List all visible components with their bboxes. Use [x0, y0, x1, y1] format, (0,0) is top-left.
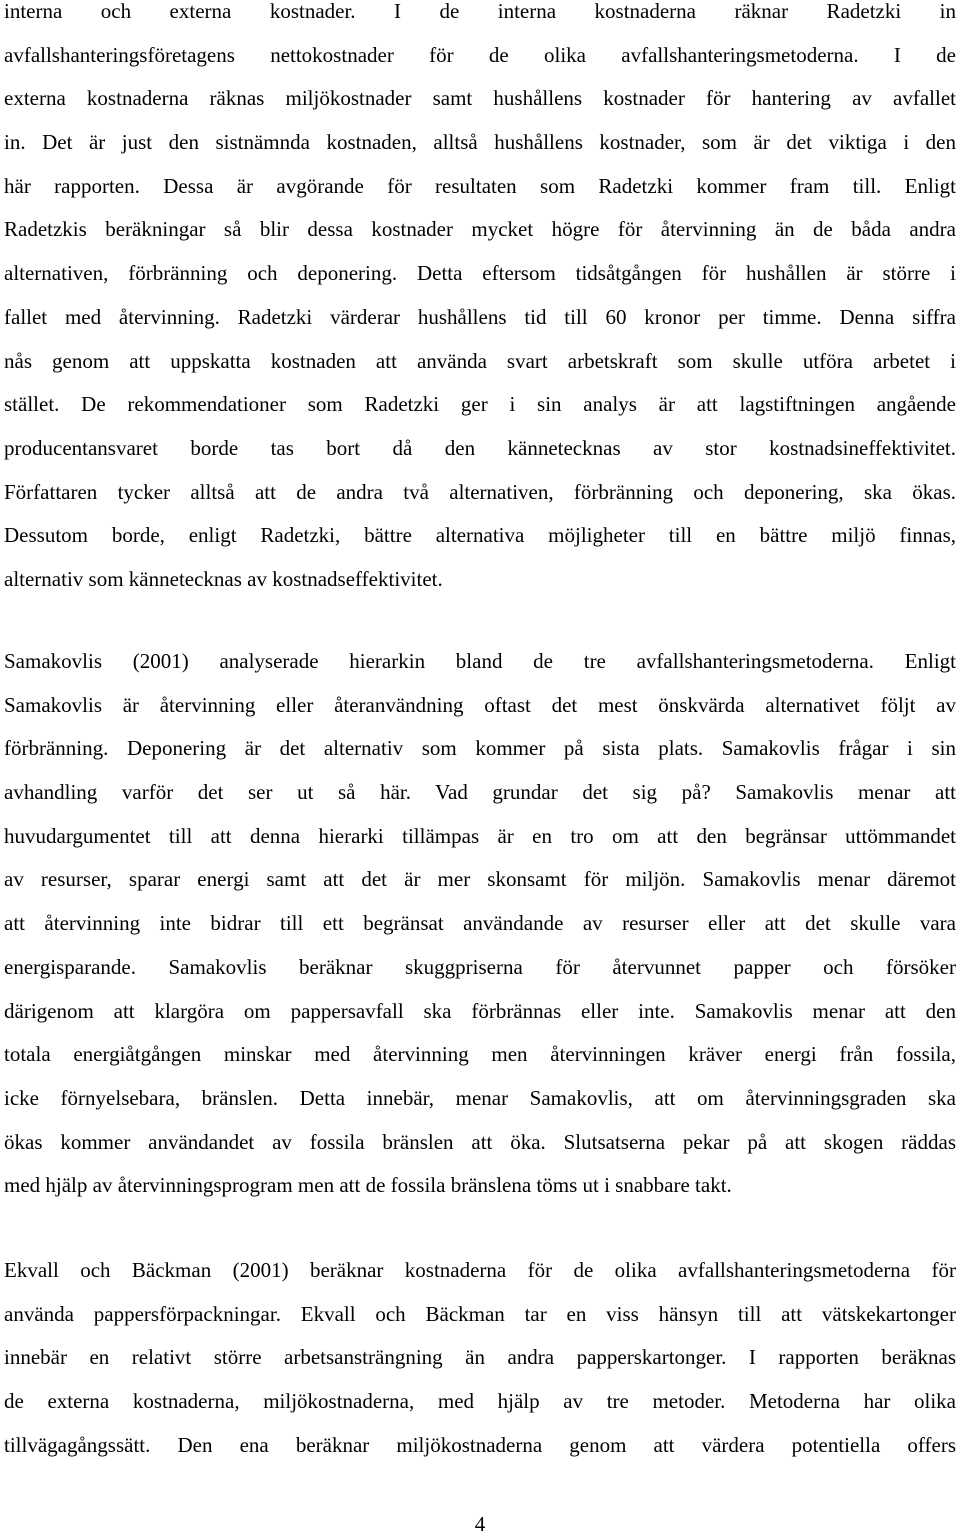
- text-line: att återvinning inte bidrar till ett begränsat användande av resurser eller att det skulle vara: [4, 911, 956, 936]
- text-line: av resurser, sparar energi samt att det är mer skonsamt för miljön. Samakovlis menar däremot: [4, 867, 956, 892]
- text-line: förbränning. Deponering är det alternativ som kommer på sista plats. Samakovlis frågar i sin: [4, 736, 956, 761]
- text-line: ökas kommer användandet av fossila bränslen att öka. Slutsatserna pekar på att skogen räddas: [4, 1129, 956, 1154]
- paragraph-ekvall-backman: [4, 1249, 956, 1467]
- text-line: därigenom att klargöra om pappersavfall ska förbrännas eller inte. Samakovlis menar att den: [4, 998, 956, 1023]
- text-line: in. Det är just den sistnämnda kostnaden, alltså hushållens kostnader, som är det viktiga i den: [4, 130, 956, 155]
- text-line: Ekvall och Bäckman (2001) beräknar kostnaderna för de olika avfallshanteringsmetoderna för: [4, 1258, 956, 1282]
- text-line: avfallshanteringsföretagens nettokostnader för de olika avfallshanteringsmetoderna. I de: [4, 42, 956, 67]
- paragraph-samakovlis: [4, 640, 956, 1208]
- text-line: här rapporten. Dessa är avgörande för resultaten som Radetzki kommer fram till. Enligt: [4, 173, 956, 198]
- text-line: använda pappersförpackningar. Ekvall och Bäckman tar en viss hänsyn till att vätskekartonger: [4, 1301, 956, 1326]
- text-line: huvudargumentet till att denna hierarki tillämpas är en tro om att den begränsar uttömmandet: [4, 823, 956, 848]
- text-line: producentansvaret borde tas bort då den kännetecknas av stor kostnadsineffektivitet.: [4, 435, 956, 460]
- text-line: med hjälp av återvinningsprogram men att de fossila bränslena töms ut i snabbare takt.: [4, 1173, 732, 1198]
- text-line: alternativen, förbränning och deponering. Detta eftersom tidsåtgången för hushållen är större i: [4, 261, 956, 286]
- text-line: energisparande. Samakovlis beräknar skuggpriserna för återvunnet papper och försöker: [4, 954, 956, 979]
- text-line: Författaren tycker alltså att de andra två alternativen, förbränning och deponering, ska ökas.: [4, 479, 956, 504]
- text-line: de externa kostnaderna, miljökostnaderna, med hjälp av tre metoder. Metoderna har olika: [4, 1389, 956, 1414]
- text-line: interna och externa kostnader. I de interna kostnaderna räknar Radetzki in: [4, 0, 956, 23]
- text-line: avhandling varför det ser ut så här. Vad grundar det sig på? Samakovlis menar att: [4, 780, 956, 805]
- text-line: alternativ som kännetecknas av kostnadseffektivitet.: [4, 566, 443, 591]
- paragraph-radetzki: [4, 0, 956, 602]
- text-line: innebär en relativt större arbetsansträngning än andra papperskartonger. I rapporten beräknas: [4, 1345, 956, 1370]
- text-line: totala energiåtgången minskar med återvinning men återvinningen kräver energi från fossila,: [4, 1042, 956, 1067]
- text-line: stället. De rekommendationer som Radetzki ger i sin analys är att lagstiftningen angående: [4, 392, 956, 417]
- text-line: Samakovlis är återvinning eller återanvändning oftast det mest önskvärda alternativet följt av: [4, 692, 956, 717]
- text-line: externa kostnaderna räknas miljökostnader samt hushållens kostnader för hantering av avfallet: [4, 86, 956, 111]
- text-line: icke förnyelsebara, bränslen. Detta innebär, menar Samakovlis, att om återvinningsgraden ska: [4, 1085, 956, 1110]
- text-line: fallet med återvinning. Radetzki värderar hushållens tid till 60 kronor per timme. Denna siffra: [4, 304, 956, 329]
- text-line: tillvägagångssätt. Den ena beräknar miljökostnaderna genom att värdera potentiella offers: [4, 1432, 956, 1457]
- page-number: 4: [474, 1512, 486, 1536]
- text-line: Radetzkis beräkningar så blir dessa kostnader mycket högre för återvinning än de båda andra: [4, 217, 956, 242]
- text-line: Dessutom borde, enligt Radetzki, bättre alternativa möjligheter till en bättre miljö finnas,: [4, 523, 956, 548]
- text-line: Samakovlis (2001) analyserade hierarkin bland de tre avfallshanteringsmetoderna. Enligt: [4, 649, 956, 673]
- text-line: nås genom att uppskatta kostnaden att använda svart arbetskraft som skulle utföra arbetet i: [4, 348, 956, 373]
